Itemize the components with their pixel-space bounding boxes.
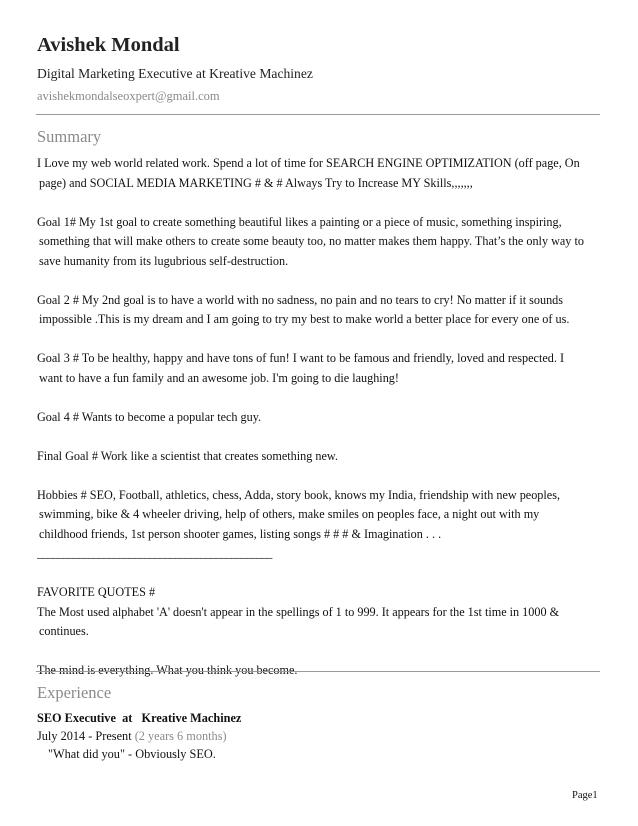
paragraph-gap bbox=[37, 193, 602, 213]
goal-1-paragraph bbox=[37, 213, 602, 272]
summary-line: continues. bbox=[39, 624, 89, 638]
summary-line: save humanity from its lugubrious self-destruction. bbox=[39, 253, 289, 268]
paragraph-gap bbox=[37, 642, 602, 662]
job-dates bbox=[37, 729, 227, 744]
job-at: at bbox=[122, 711, 133, 725]
job-duration: (2 years 6 months) bbox=[134, 729, 227, 743]
profile-headline: Digital Marketing Executive at Kreative Machinez bbox=[37, 66, 313, 81]
paragraph-gap bbox=[37, 388, 602, 408]
text-divider: ______________________________________________ bbox=[37, 546, 272, 560]
summary-line: Goal 4 # Wants to become a popular tech guy. bbox=[37, 409, 262, 424]
page-number: Page1 bbox=[572, 790, 598, 801]
job-date-range: July 2014 - Present bbox=[37, 729, 132, 743]
summary-line: swimming, bike & 4 wheeler driving, help of others, make smiles on peoples face, a night out with my bbox=[39, 507, 540, 521]
profile-email: avishekmondalseoxpert@gmail.com bbox=[37, 89, 220, 103]
favorite-quotes-paragraph bbox=[37, 583, 602, 642]
goal-2-paragraph bbox=[37, 291, 602, 330]
summary-line: something that will make others to create some beauty too, no matter makes them happy. That’s the only way to bbox=[39, 234, 584, 248]
summary-divider bbox=[36, 671, 600, 672]
goal-3-paragraph bbox=[37, 349, 602, 388]
header-divider bbox=[36, 114, 600, 115]
summary-intro-paragraph bbox=[37, 154, 602, 193]
summary-line: I Love my web world related work. Spend a lot of time for SEARCH ENGINE OPTIMIZATION (off page, On bbox=[37, 156, 580, 170]
summary-body bbox=[37, 154, 602, 681]
job-title bbox=[37, 711, 241, 726]
job-role: SEO Executive bbox=[37, 711, 116, 725]
summary-line: impossible .This is my dream and I am going to try my best to make world a better place for every one of us. bbox=[39, 312, 570, 326]
summary-line: Hobbies # SEO, Football, athletics, chess, Adda, story book, knows my India, friendship with new peoples, bbox=[37, 487, 560, 502]
summary-section-title: Summary bbox=[37, 127, 102, 146]
summary-line: page) and SOCIAL MEDIA MARKETING # & # Always Try to Increase MY Skills,,,,,,, bbox=[39, 175, 473, 190]
experience-section-title: Experience bbox=[37, 683, 112, 702]
summary-line: childhood friends, 1st person shooter games, listing songs # # # & Imagination . . . bbox=[39, 526, 442, 541]
paragraph-gap bbox=[37, 427, 602, 447]
hobbies-paragraph bbox=[37, 486, 602, 564]
summary-line: Goal 1# My 1st goal to create something beautiful likes a painting or a piece of music, something inspiring, bbox=[37, 214, 562, 229]
paragraph-gap bbox=[37, 564, 602, 584]
summary-line: Final Goal # Work like a scientist that creates something new. bbox=[37, 448, 338, 463]
summary-line: The Most used alphabet 'A' doesn't appear in the spellings of 1 to 999. It appears for the 1st time in 1000 & bbox=[37, 604, 560, 619]
summary-line: want to have a fun family and an awesome job. I'm going to die laughing! bbox=[39, 370, 399, 385]
paragraph-gap bbox=[37, 330, 602, 350]
goal-4-paragraph bbox=[37, 408, 602, 428]
summary-line: Goal 2 # My 2nd goal is to have a world with no sadness, no pain and no tears to cry! No matter if it sounds bbox=[37, 292, 564, 307]
job-company: Kreative Machinez bbox=[141, 711, 242, 725]
summary-line: FAVORITE QUOTES # bbox=[37, 585, 156, 599]
summary-line: Goal 3 # To be healthy, happy and have tons of fun! I want to be famous and friendly, loved and respected. I bbox=[37, 351, 564, 365]
final-goal-paragraph bbox=[37, 447, 602, 467]
paragraph-gap bbox=[37, 271, 602, 291]
profile-name: Avishek Mondal bbox=[37, 34, 180, 56]
job-description: "What did you" - Obviously SEO. bbox=[48, 747, 216, 761]
summary-line: The mind is everything. What you think you become. bbox=[37, 663, 298, 677]
paragraph-gap bbox=[37, 466, 602, 486]
